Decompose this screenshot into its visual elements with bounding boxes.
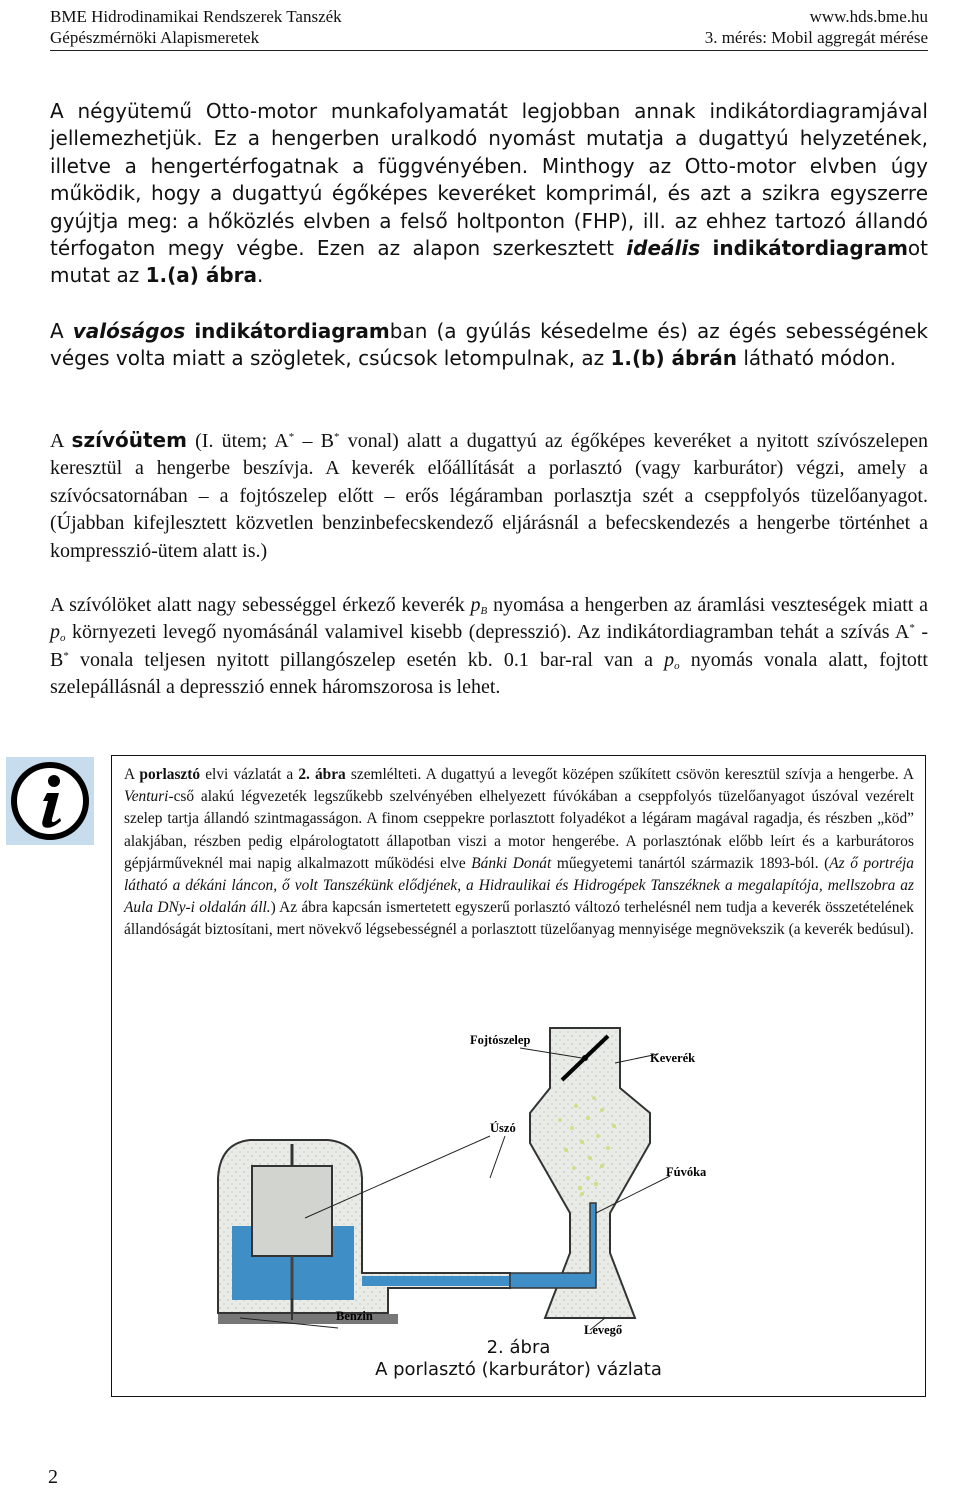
- header-website: www.hds.bme.hu: [809, 7, 928, 26]
- header-lab-title: 3. mérés: Mobil aggregát mérése: [704, 28, 928, 47]
- page-number: 2: [48, 1466, 58, 1488]
- figure-number: 2. ábra: [486, 1337, 551, 1358]
- label-fuvoka: Fúvóka: [666, 1165, 707, 1179]
- paragraph-otto-intro: A négyütemű Otto-motor munkafolyamatát legjobban annak indikátordiagramjával jellemezhetjük. Ez a hengerben uralkodó nyomást mutatja a dugattyú helyzetének, illetve a hengertérfogatnak a függvényében. Minthogy az Otto-motor elvben úgy működik, hogy a dugattyú égőképes keveréket komprimál, és azt a szikra egyszerre gyújtja meg: a hőközlés elvben a felső holtponton (FHP), ill. az ehhez tartozó állandó térfogaton megy végbe. Ezen az alapon szerkesztett ideális indikátordiagramot mutat az 1.(a) ábra.: [50, 99, 928, 288]
- header-course: Gépészmérnöki Alapismeretek: [50, 28, 260, 47]
- info-box-text: A porlasztó elvi vázlatát a 2. ábra szemlélteti. A dugattyú a levegőt középen szűkített csövön keresztül szívja a hengerbe. A Venturi-cső alakú légvezeték legszűkebb szelvényében elhelyezett fúvókában a cseppfolyós tüzelőanyagot úszóval vezérelt szelep tartja állandó szintmagasságon. A finom cseppekre porlasztott folyadékot a légáram magával ragadja, és részben „köd” alakjában, részben pedig elpárologtatott állapotban viszi a motor hengerébe. A porlasztónak előbb leírt és a karburátoros gépjárműveknél mai napig alkalmazott működési elve Bánki Donát műegyetemi tanártól származik 1893-ból. (Az ő portréja látható a dékáni láncon, ő volt Tanszékünk elődjének, a Hidraulikai és Hidrogépek Tanszéknek a megalapítója, mellszobra az Aula DNy-i oldalán áll.) Az ábra kapcsán ismertetett egyszerű porlasztó változó terhelésnél nem tudja a keverék összetételének állandóságát biztosítani, mert növekvő légsebességnél a porlasztott tüzelőanyag mennyisége megnövekszik (a keverék bedúsul).: [124, 766, 914, 939]
- figure-ref-1a: 1.(a) ábra: [145, 263, 258, 288]
- figure-caption: [111, 1337, 926, 1381]
- paragraph-real-diagram: A valóságos indikátordiagramban (a gyúlás késedelme és) az égés sebességének véges volta miatt a szögletek, csúcsok letompulnak, az 1.(b) ábrán látható módon.: [50, 319, 929, 371]
- label-uszo: Úszó: [490, 1121, 516, 1135]
- figure-ref-1b: 1.(b) ábrán: [610, 346, 737, 371]
- carburetor-diagram: [210, 1018, 770, 1338]
- label-keverek: Keverék: [650, 1051, 696, 1065]
- label-levego: Levegő: [584, 1323, 623, 1337]
- paragraph-depression: A szívólöket alatt nagy sebességgel érkező keverék $p_B$ nyomása a hengerben az áramlási veszteségek miatt a $p_o$ környezeti levegő nyomásánál valamivel kisebb (depresszió). Az indikátordiagramban tehát a szívás A* - B* vonala teljesen nyitott pillangószelep esetén kb. 0.1 bar-ral van a $p_o$ nyomás vonala alatt, fojtott szelepállásnál a depresszió ennek háromszorosa is lehet.: [50, 594, 929, 699]
- page-header: [50, 6, 928, 51]
- label-benzin: Benzin: [336, 1309, 373, 1323]
- figure-title: A porlasztó (karburátor) vázlata: [375, 1359, 662, 1380]
- header-row-2: [50, 27, 928, 48]
- paragraph-intake-stroke: A szívóütem (I. ütem; A* – B* vonal) alatt a dugattyú az égőképes keveréket a nyitott szívószelepen keresztül a hengerbe beszívja. A keverék előállítását a porlasztó (vagy karburátor) végzi, amely a szívócsatornában – a fojtószelep előtt – erős légáramban porlasztja szét a cseppfolyós tüzelőanyagot. (Újabban kifejlesztett közvetlen benzinbefecskendező eljárásnál a befecskendezés a hengerbe történhet a kompresszió-ütem alatt is.): [50, 428, 928, 562]
- label-fojtoszelep: Fojtószelep: [470, 1033, 531, 1047]
- info-icon: [6, 757, 94, 845]
- header-department: BME Hidrodinamikai Rendszerek Tanszék: [50, 7, 342, 26]
- header-row-1: [50, 6, 928, 27]
